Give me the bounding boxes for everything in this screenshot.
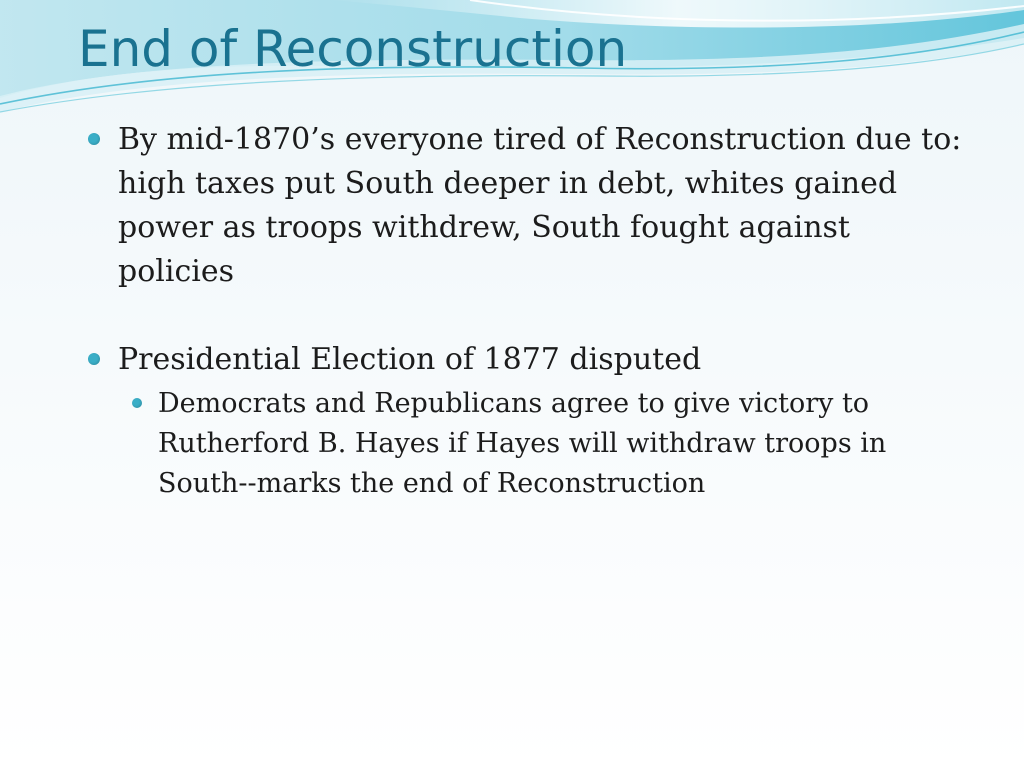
bullet-text: Presidential Election of 1877 disputed: [118, 342, 702, 377]
bullet-item: [88, 338, 968, 382]
sub-bullet-item: [130, 384, 968, 504]
bullet-list: [88, 118, 968, 504]
sub-bullet-text: Democrats and Republicans agree to give victory to Rutherford B. Hayes if Hayes will withdraw troops in South--marks the end of Reconstruction: [158, 388, 887, 499]
slide-title: End of Reconstruction: [78, 20, 628, 78]
bullet-text: By mid-1870’s everyone tired of Reconstruction due to: high taxes put South deeper in debt, whites gained power as troops withdrew, South fought against policies: [118, 122, 962, 289]
bullet-dot-icon: [88, 133, 100, 145]
bullet-dot-icon: [132, 398, 142, 408]
bullet-dot-icon: [88, 353, 100, 365]
bullet-item: [88, 118, 968, 294]
